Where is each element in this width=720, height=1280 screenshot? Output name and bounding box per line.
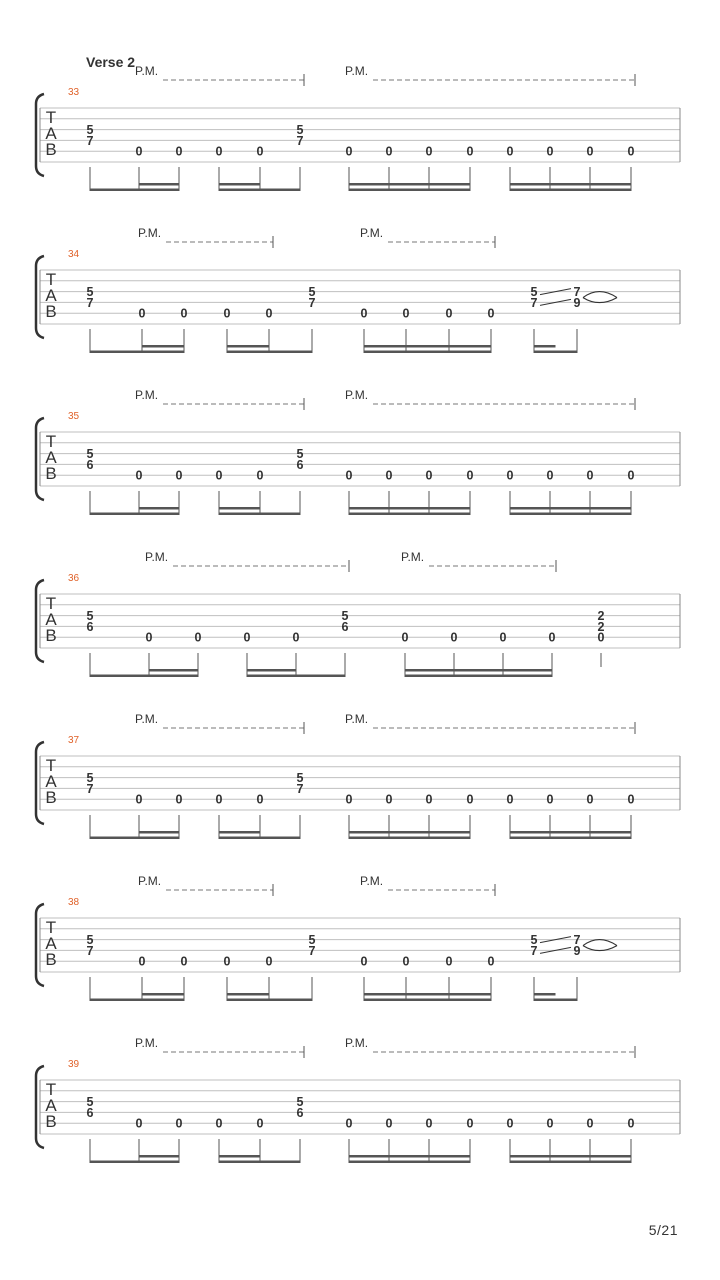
fret-number: 2 xyxy=(597,609,605,624)
tab-clef-letter: A xyxy=(45,934,57,953)
fret-number: 0 xyxy=(546,1116,554,1131)
fret-number: 0 xyxy=(292,630,300,645)
fret-number: 6 xyxy=(86,619,94,634)
fret-number: 0 xyxy=(425,468,433,483)
beam xyxy=(534,999,577,1002)
tab-clef-letter: B xyxy=(45,788,57,807)
fret-number: 0 xyxy=(586,792,594,807)
beam xyxy=(534,351,577,354)
fret-number: 5 xyxy=(86,123,94,138)
beam xyxy=(510,513,631,516)
fret-number: 6 xyxy=(86,457,94,472)
fret-number: 0 xyxy=(627,1116,635,1131)
beam xyxy=(349,513,470,516)
fret-number: 0 xyxy=(586,468,594,483)
fret-number: 0 xyxy=(256,792,264,807)
fret-number: 5 xyxy=(86,1095,94,1110)
fret-number: 7 xyxy=(573,933,581,948)
fret-number: 0 xyxy=(487,306,495,321)
tab-clef-letter: A xyxy=(45,448,57,467)
fret-number: 0 xyxy=(256,144,264,159)
tab-clef-letter: B xyxy=(45,464,57,483)
fret-number: 0 xyxy=(180,306,188,321)
fret-number: 0 xyxy=(345,1116,353,1131)
palm-mute-label: P.M. xyxy=(138,226,162,240)
measure-number: 39 xyxy=(68,1059,80,1070)
fret-number: 0 xyxy=(175,1116,183,1131)
fret-number: 5 xyxy=(86,771,94,786)
fret-number: 0 xyxy=(345,468,353,483)
beam-secondary xyxy=(247,669,296,672)
fret-number: 7 xyxy=(86,943,94,958)
tab-clef-letter: A xyxy=(45,772,57,791)
section-label: Verse 2 xyxy=(86,54,136,70)
page-number: 5/21 xyxy=(648,1222,678,1238)
fret-number: 5 xyxy=(308,933,316,948)
fret-number: 5 xyxy=(86,447,94,462)
beam-secondary xyxy=(139,1155,179,1158)
fret-number: 0 xyxy=(402,306,410,321)
palm-mute-label: P.M. xyxy=(345,712,369,726)
fret-number: 0 xyxy=(138,306,146,321)
measure-number: 37 xyxy=(68,735,80,746)
fret-number: 0 xyxy=(506,792,514,807)
fret-number: 0 xyxy=(194,630,202,645)
fret-number: 0 xyxy=(546,792,554,807)
beam xyxy=(219,837,300,840)
fret-number: 2 xyxy=(597,619,605,634)
fret-number: 0 xyxy=(586,1116,594,1131)
fret-number: 5 xyxy=(86,933,94,948)
beam-secondary xyxy=(142,993,184,996)
fret-number: 0 xyxy=(256,1116,264,1131)
fret-number: 0 xyxy=(135,468,143,483)
fret-number: 7 xyxy=(308,943,316,958)
fret-number: 0 xyxy=(385,144,393,159)
fret-number: 9 xyxy=(573,295,581,310)
beam xyxy=(219,1161,300,1164)
fret-number: 0 xyxy=(546,144,554,159)
fret-number: 0 xyxy=(265,306,273,321)
fret-number: 0 xyxy=(401,630,409,645)
fret-number: 7 xyxy=(86,781,94,796)
beam-secondary xyxy=(364,993,491,996)
fret-number: 5 xyxy=(341,609,349,624)
beam xyxy=(90,837,179,840)
fret-number: 6 xyxy=(296,457,304,472)
fret-number: 7 xyxy=(86,295,94,310)
tab-clef-letter: B xyxy=(45,1112,57,1131)
fret-number: 7 xyxy=(296,781,304,796)
fret-number: 0 xyxy=(135,144,143,159)
fret-number: 0 xyxy=(215,144,223,159)
fret-number: 0 xyxy=(586,144,594,159)
fret-number: 0 xyxy=(135,1116,143,1131)
beam-secondary xyxy=(349,831,470,834)
fret-number: 6 xyxy=(296,1105,304,1120)
beam xyxy=(227,999,312,1002)
fret-number: 0 xyxy=(175,144,183,159)
fret-number: 0 xyxy=(360,954,368,969)
fret-number: 5 xyxy=(86,285,94,300)
fret-number: 0 xyxy=(466,792,474,807)
fret-number: 0 xyxy=(450,630,458,645)
fret-number: 0 xyxy=(223,954,231,969)
fret-number: 5 xyxy=(530,933,538,948)
beam-secondary xyxy=(219,1155,260,1158)
beam-secondary xyxy=(510,507,631,510)
tab-clef-letter: B xyxy=(45,302,57,321)
fret-number: 0 xyxy=(445,306,453,321)
measure-number: 33 xyxy=(68,87,80,98)
fret-number: 0 xyxy=(499,630,507,645)
fret-number: 0 xyxy=(548,630,556,645)
tab-clef-letter: T xyxy=(45,1080,57,1099)
vibrato-arc xyxy=(583,946,617,951)
beam-secondary xyxy=(227,993,269,996)
fret-number: 0 xyxy=(215,1116,223,1131)
fret-number: 0 xyxy=(243,630,251,645)
vibrato-arc xyxy=(583,292,617,298)
tab-clef-letter: B xyxy=(45,626,57,645)
fret-number: 7 xyxy=(530,295,538,310)
fret-number: 0 xyxy=(215,468,223,483)
palm-mute-label: P.M. xyxy=(360,226,384,240)
palm-mute-label: P.M. xyxy=(135,712,159,726)
measure-number: 35 xyxy=(68,411,80,422)
fret-number: 7 xyxy=(308,295,316,310)
beam xyxy=(219,189,300,192)
beam xyxy=(349,837,470,840)
beam xyxy=(90,351,184,354)
beam-secondary xyxy=(139,831,179,834)
tab-system xyxy=(36,1036,680,1163)
fret-number: 0 xyxy=(627,468,635,483)
tab-clef-letter: A xyxy=(45,1096,57,1115)
fret-number: 0 xyxy=(345,792,353,807)
beam xyxy=(349,189,470,192)
fret-number: 0 xyxy=(487,954,495,969)
fret-number: 7 xyxy=(86,133,94,148)
measure-number: 38 xyxy=(68,897,80,908)
tab-system xyxy=(36,712,680,839)
tab-system xyxy=(36,874,680,1001)
palm-mute-label: P.M. xyxy=(345,388,369,402)
tab-clef-letter: A xyxy=(45,124,57,143)
fret-number: 5 xyxy=(86,609,94,624)
fret-number: 0 xyxy=(385,792,393,807)
fret-number: 0 xyxy=(175,792,183,807)
beam-secondary xyxy=(364,345,491,348)
fret-number: 0 xyxy=(215,792,223,807)
beam-secondary xyxy=(227,345,269,348)
beam-secondary xyxy=(139,183,179,186)
beam-secondary xyxy=(219,831,260,834)
fret-number: 0 xyxy=(445,954,453,969)
palm-mute-label: P.M. xyxy=(401,550,425,564)
tab-clef-letter: T xyxy=(45,918,57,937)
beam xyxy=(90,999,184,1002)
fret-number: 0 xyxy=(180,954,188,969)
fret-number: 5 xyxy=(296,447,304,462)
beam xyxy=(90,513,179,516)
fret-number: 0 xyxy=(425,1116,433,1131)
palm-mute-label: P.M. xyxy=(138,874,162,888)
palm-mute-label: P.M. xyxy=(135,64,159,78)
fret-number: 0 xyxy=(466,144,474,159)
tab-clef-letter: T xyxy=(45,594,57,613)
beam xyxy=(405,675,552,678)
tab-clef-letter: T xyxy=(45,432,57,451)
vibrato-arc xyxy=(583,940,617,946)
fret-number: 7 xyxy=(573,285,581,300)
beam-secondary xyxy=(139,507,179,510)
tab-clef-letter: A xyxy=(45,286,57,305)
fret-number: 0 xyxy=(175,468,183,483)
fret-number: 0 xyxy=(402,954,410,969)
fret-number: 7 xyxy=(296,133,304,148)
fret-number: 0 xyxy=(360,306,368,321)
measure-number: 36 xyxy=(68,573,80,584)
beam xyxy=(364,999,491,1002)
beam-secondary xyxy=(534,345,556,348)
fret-number: 0 xyxy=(138,954,146,969)
palm-mute-label: P.M. xyxy=(145,550,169,564)
beam xyxy=(510,1161,631,1164)
beam xyxy=(90,1161,179,1164)
fret-number: 0 xyxy=(466,1116,474,1131)
tab-system xyxy=(36,226,680,353)
beam-secondary xyxy=(510,183,631,186)
fret-number: 0 xyxy=(256,468,264,483)
beam-secondary xyxy=(510,1155,631,1158)
fret-number: 0 xyxy=(627,144,635,159)
tab-clef-letter: B xyxy=(45,140,57,159)
beam xyxy=(510,189,631,192)
fret-number: 0 xyxy=(265,954,273,969)
beam-secondary xyxy=(142,345,184,348)
fret-number: 0 xyxy=(425,144,433,159)
tab-clef-letter: B xyxy=(45,950,57,969)
fret-number: 0 xyxy=(145,630,153,645)
palm-mute-label: P.M. xyxy=(135,1036,159,1050)
fret-number: 9 xyxy=(573,943,581,958)
beam-secondary xyxy=(219,507,260,510)
vibrato-arc xyxy=(583,298,617,303)
fret-number: 0 xyxy=(345,144,353,159)
beam-secondary xyxy=(349,183,470,186)
fret-number: 0 xyxy=(385,468,393,483)
beam-secondary xyxy=(534,993,556,996)
palm-mute-label: P.M. xyxy=(345,64,369,78)
beam-secondary xyxy=(349,507,470,510)
beam xyxy=(219,513,300,516)
beam-secondary xyxy=(149,669,198,672)
beam xyxy=(247,675,345,678)
tab-system xyxy=(36,388,680,515)
beam xyxy=(90,675,198,678)
beam-secondary xyxy=(510,831,631,834)
beam xyxy=(364,351,491,354)
beam xyxy=(349,1161,470,1164)
fret-number: 6 xyxy=(341,619,349,634)
fret-number: 0 xyxy=(385,1116,393,1131)
fret-number: 0 xyxy=(597,630,605,645)
fret-number: 5 xyxy=(296,771,304,786)
beam-secondary xyxy=(405,669,552,672)
fret-number: 5 xyxy=(296,1095,304,1110)
tab-system xyxy=(36,64,680,191)
beam xyxy=(90,189,179,192)
tab-clef-letter: T xyxy=(45,756,57,775)
beam xyxy=(227,351,312,354)
palm-mute-label: P.M. xyxy=(360,874,384,888)
fret-number: 0 xyxy=(425,792,433,807)
fret-number: 0 xyxy=(135,792,143,807)
fret-number: 0 xyxy=(506,468,514,483)
tab-clef-letter: T xyxy=(45,108,57,127)
tab-clef-letter: A xyxy=(45,610,57,629)
fret-number: 7 xyxy=(530,943,538,958)
fret-number: 0 xyxy=(546,468,554,483)
fret-number: 5 xyxy=(530,285,538,300)
palm-mute-label: P.M. xyxy=(345,1036,369,1050)
tab-system xyxy=(36,550,680,677)
measure-number: 34 xyxy=(68,249,80,260)
beam xyxy=(510,837,631,840)
tab-clef-letter: T xyxy=(45,270,57,289)
fret-number: 6 xyxy=(86,1105,94,1120)
fret-number: 5 xyxy=(308,285,316,300)
fret-number: 5 xyxy=(296,123,304,138)
beam-secondary xyxy=(219,183,260,186)
fret-number: 0 xyxy=(223,306,231,321)
fret-number: 0 xyxy=(506,1116,514,1131)
fret-number: 0 xyxy=(506,144,514,159)
palm-mute-label: P.M. xyxy=(135,388,159,402)
beam-secondary xyxy=(349,1155,470,1158)
fret-number: 0 xyxy=(466,468,474,483)
fret-number: 0 xyxy=(627,792,635,807)
